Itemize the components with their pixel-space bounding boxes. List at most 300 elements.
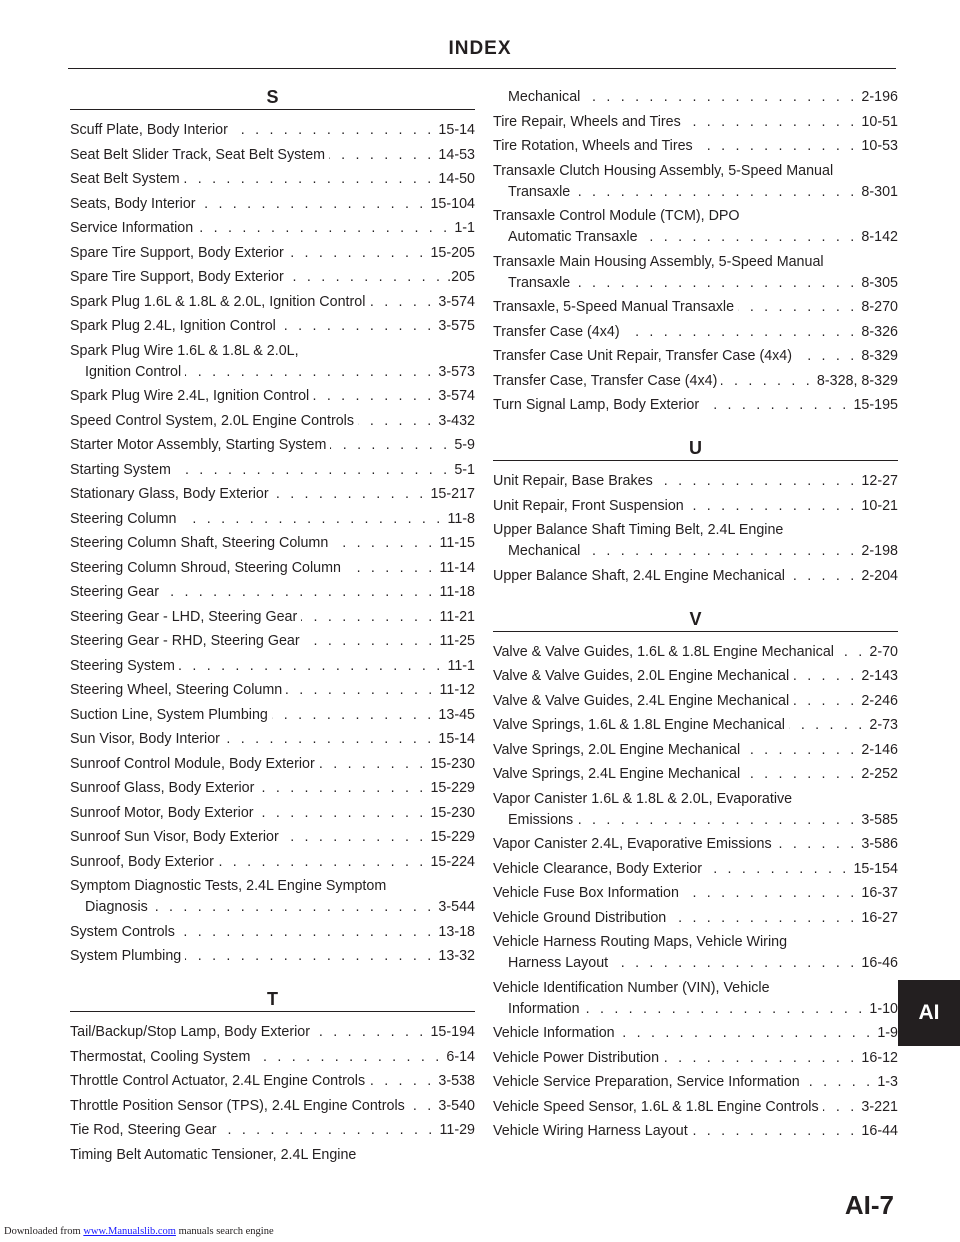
page-reference[interactable]: 1-1 xyxy=(454,220,475,236)
dot-leader xyxy=(721,371,813,392)
index-entry[interactable] xyxy=(493,1121,898,1142)
page-reference[interactable]: 11-8 xyxy=(447,510,475,527)
entry-line xyxy=(493,136,898,157)
entry-line xyxy=(70,1096,475,1117)
section-divider xyxy=(493,631,898,632)
index-entry[interactable] xyxy=(70,922,475,943)
index-entry[interactable] xyxy=(70,705,475,726)
entry-line xyxy=(70,1022,475,1043)
dot-leader xyxy=(838,642,865,663)
dot-leader xyxy=(288,243,427,264)
index-entry[interactable] xyxy=(70,1071,475,1092)
dot-leader xyxy=(683,883,857,904)
page-reference[interactable]: 3-540 xyxy=(438,1097,475,1114)
section-divider xyxy=(70,1011,475,1012)
dot-leader xyxy=(789,715,865,736)
index-entry[interactable] xyxy=(70,435,475,456)
page-reference[interactable]: 2-246 xyxy=(861,692,898,709)
index-entry[interactable] xyxy=(493,371,898,392)
page-reference[interactable]: 10-51 xyxy=(861,113,898,130)
entry-text: Unit Repair, Front Suspension xyxy=(493,497,684,514)
index-entry[interactable] xyxy=(493,112,898,133)
page-reference[interactable]: 3-538 xyxy=(438,1073,475,1089)
entry-line xyxy=(493,496,898,517)
index-entry[interactable] xyxy=(70,876,475,918)
page-reference[interactable]: 11-21 xyxy=(439,608,475,625)
index-entry[interactable] xyxy=(493,1023,898,1044)
page-reference[interactable]: 16-27 xyxy=(861,909,898,926)
page-reference[interactable]: 8-301 xyxy=(861,183,898,200)
dot-leader xyxy=(624,322,858,343)
dot-leader xyxy=(358,411,434,432)
entry-line xyxy=(493,642,898,663)
page-reference[interactable]: 10-53 xyxy=(861,138,898,154)
index-entry[interactable] xyxy=(493,978,898,1020)
entry-line xyxy=(70,411,475,432)
index-entry[interactable] xyxy=(70,460,475,481)
index-entry[interactable] xyxy=(493,136,898,157)
entry-line xyxy=(70,1047,475,1068)
entry-line xyxy=(70,292,475,313)
index-entry[interactable] xyxy=(493,859,898,880)
section-spacer xyxy=(70,967,475,987)
index-entry[interactable] xyxy=(493,252,898,294)
entry-text: Information xyxy=(508,1000,580,1017)
index-entry[interactable] xyxy=(70,267,475,288)
dot-leader xyxy=(179,656,444,677)
entry-line xyxy=(493,541,898,562)
index-entry[interactable] xyxy=(70,778,475,799)
entry-heading-text: Transaxle Clutch Housing Assembly, 5-Speed Manual xyxy=(493,162,834,179)
page-reference[interactable]: 15-205 xyxy=(430,244,475,261)
entry-line xyxy=(70,533,475,554)
page-reference[interactable]: 15-154 xyxy=(853,860,898,877)
section-tab[interactable]: AI xyxy=(898,980,960,1046)
manualslib-link[interactable]: www.Manualslib.com xyxy=(83,1226,176,1237)
entry-line xyxy=(493,908,898,929)
dot-leader xyxy=(738,297,857,318)
dot-leader xyxy=(179,922,435,943)
entry-text: Stationary Glass, Body Exterior xyxy=(70,486,269,502)
page-reference[interactable]: 15-217 xyxy=(430,486,475,502)
dot-leader xyxy=(804,1072,874,1093)
index-entry[interactable] xyxy=(493,1097,898,1118)
index-entry[interactable] xyxy=(493,322,898,343)
entry-text: Steering System xyxy=(70,657,175,674)
page-reference[interactable]: 8-328, 8-329 xyxy=(816,372,898,389)
entry-text: Emissions xyxy=(508,811,574,828)
page-reference[interactable]: 13-45 xyxy=(438,706,475,723)
entry-line xyxy=(70,267,475,288)
index-entry[interactable] xyxy=(70,194,475,215)
entry-heading-text: Vehicle Harness Routing Maps, Vehicle Wiring xyxy=(493,934,788,950)
entry-text: Vehicle Wiring Harness Layout xyxy=(493,1123,688,1139)
page-reference[interactable]: 15-14 xyxy=(438,731,475,747)
entry-heading-text: Upper Balance Shaft Timing Belt, 2.4L Engine xyxy=(493,522,784,538)
index-entry[interactable] xyxy=(70,316,475,337)
index-entry[interactable] xyxy=(70,341,475,383)
dot-leader xyxy=(697,136,858,157)
entry-text: Transaxle xyxy=(508,183,571,200)
index-entry[interactable] xyxy=(70,946,475,967)
entry-line xyxy=(70,145,475,166)
dot-leader xyxy=(197,218,450,239)
index-entry[interactable] xyxy=(493,789,898,831)
index-entry[interactable] xyxy=(493,471,898,492)
dot-leader xyxy=(663,1048,857,1069)
entry-line xyxy=(70,218,475,239)
entry-line xyxy=(493,87,898,108)
entry-text: Starting System xyxy=(70,461,171,478)
index-entry[interactable] xyxy=(70,1047,475,1068)
entry-text: Mechanical xyxy=(508,543,581,559)
entry-text: Steering Column xyxy=(70,510,177,527)
entry-text: Seat Belt System xyxy=(70,171,180,187)
entry-heading-text: Vapor Canister 1.6L & 1.8L & 2.0L, Evaporative xyxy=(493,790,793,807)
page-reference[interactable]: 3-221 xyxy=(861,1098,898,1115)
page-reference[interactable]: 2-143 xyxy=(861,668,898,684)
index-entry[interactable] xyxy=(70,169,475,190)
entry-text: Valve & Valve Guides, 1.6L & 1.8L Engine Mechanical xyxy=(493,643,834,660)
entry-text: Seat Belt Slider Track, Seat Belt System xyxy=(70,146,326,163)
entry-text: Transaxle, 5-Speed Manual Transaxle xyxy=(493,299,735,315)
page-reference[interactable]: 11-18 xyxy=(439,584,475,600)
index-entry[interactable] xyxy=(70,1096,475,1117)
entry-text: Turn Signal Lamp, Body Exterior xyxy=(493,397,700,413)
index-entry[interactable] xyxy=(70,243,475,264)
index-entry[interactable] xyxy=(493,740,898,761)
page-reference[interactable]: 3-432 xyxy=(438,412,475,429)
entry-heading-text: Spark Plug Wire 1.6L & 1.8L & 2.0L, xyxy=(70,342,299,359)
dot-leader xyxy=(220,1120,435,1141)
entry-text: Sunroof Glass, Body Exterior xyxy=(70,780,255,796)
entry-text: Spark Plug Wire 2.4L, Ignition Control xyxy=(70,388,310,404)
dot-leader xyxy=(232,120,435,141)
entry-text: Steering Gear xyxy=(70,584,160,600)
page-reference[interactable]: 1-10 xyxy=(869,1000,898,1017)
entry-text: Vehicle Clearance, Body Exterior xyxy=(493,860,703,877)
index-entry[interactable] xyxy=(70,292,475,313)
entry-text: Ignition Control xyxy=(85,363,182,380)
dot-leader xyxy=(175,460,450,481)
page-reference[interactable]: 1-3 xyxy=(877,1074,898,1090)
index-entry[interactable] xyxy=(70,484,475,505)
page-reference[interactable]: 16-37 xyxy=(861,885,898,901)
index-entry[interactable] xyxy=(70,411,475,432)
dot-leader xyxy=(369,292,434,313)
dot-leader xyxy=(313,386,434,407)
dot-leader xyxy=(793,691,857,712)
entry-text: Unit Repair, Base Brakes xyxy=(493,473,653,489)
page-reference[interactable]: 16-46 xyxy=(861,955,898,971)
page-reference[interactable]: 11-1 xyxy=(447,657,475,674)
entry-line xyxy=(493,1048,898,1069)
entry-text: Tire Rotation, Wheels and Tires xyxy=(493,138,693,154)
entry-text: Scuff Plate, Body Interior xyxy=(70,122,228,138)
index-entry[interactable] xyxy=(70,145,475,166)
dot-leader xyxy=(703,395,849,416)
dot-leader xyxy=(258,778,426,799)
entry-line xyxy=(70,169,475,190)
page-reference[interactable]: 15-230 xyxy=(430,804,475,821)
dot-leader xyxy=(258,803,427,824)
index-entry[interactable] xyxy=(493,206,898,248)
page-reference[interactable]: 15-194 xyxy=(430,1024,475,1040)
header-divider xyxy=(68,68,896,69)
entry-text: Sun Visor, Body Interior xyxy=(70,731,220,747)
page-reference[interactable]: 15-224 xyxy=(430,853,475,870)
page-reference[interactable]: 2-198 xyxy=(861,543,898,559)
entry-text: Transfer Case (4x4) xyxy=(493,323,620,340)
index-entry[interactable] xyxy=(70,1120,475,1141)
entry-line xyxy=(70,243,475,264)
index-entry[interactable] xyxy=(493,642,898,663)
dot-leader xyxy=(288,267,443,288)
entry-line xyxy=(493,883,898,904)
dot-leader xyxy=(304,631,436,652)
dot-leader xyxy=(184,169,435,190)
entry-text: Suction Line, System Plumbing xyxy=(70,706,268,723)
index-entry[interactable] xyxy=(70,218,475,239)
page-reference[interactable]: 8-270 xyxy=(861,299,898,315)
entry-text: Vehicle Speed Sensor, 1.6L & 1.8L Engine Controls xyxy=(493,1098,819,1115)
entry-text: Spare Tire Support, Body Exterior xyxy=(70,269,284,285)
dot-leader xyxy=(823,1097,858,1118)
page-reference[interactable]: 16-12 xyxy=(861,1049,898,1066)
entry-line xyxy=(493,715,898,736)
page-reference[interactable]: 5-9 xyxy=(454,437,475,453)
page-reference[interactable]: 15-104 xyxy=(430,195,475,212)
index-entry[interactable] xyxy=(493,1072,898,1093)
index-entry[interactable] xyxy=(493,932,898,974)
entry-line xyxy=(493,371,898,392)
dot-leader xyxy=(612,953,857,974)
page-reference[interactable]: 2-252 xyxy=(861,766,898,782)
dot-leader xyxy=(409,1096,435,1117)
page-reference[interactable]: 1-9 xyxy=(877,1025,898,1041)
dot-leader xyxy=(744,764,857,785)
page-reference[interactable]: 16-44 xyxy=(861,1123,898,1139)
entry-line xyxy=(493,566,898,587)
entry-line xyxy=(70,607,475,628)
page-reference[interactable]: 8-305 xyxy=(861,274,898,291)
index-entry[interactable] xyxy=(70,852,475,873)
entry-line xyxy=(70,1071,475,1092)
index-entry[interactable] xyxy=(493,496,898,517)
dot-leader xyxy=(163,582,435,603)
index-entry[interactable] xyxy=(70,1145,475,1166)
section-divider xyxy=(493,460,898,461)
entry-text: Spare Tire Support, Body Exterior xyxy=(70,244,284,261)
page-reference[interactable]: 2-204 xyxy=(861,567,898,584)
entry-text: Speed Control System, 2.0L Engine Controls xyxy=(70,412,354,429)
entry-line xyxy=(70,631,475,652)
dot-leader xyxy=(224,729,434,750)
index-entry[interactable] xyxy=(70,1022,475,1043)
index-entry[interactable] xyxy=(493,161,898,203)
entry-line xyxy=(493,346,898,367)
index-entry[interactable] xyxy=(70,607,475,628)
index-entry[interactable] xyxy=(70,729,475,750)
index-entry[interactable] xyxy=(70,656,475,677)
entry-text: Service Information xyxy=(70,220,194,236)
page-reference[interactable]: 11-12 xyxy=(439,682,475,698)
page-reference[interactable]: 2-196 xyxy=(861,89,898,105)
index-entry[interactable] xyxy=(493,883,898,904)
entry-text: Seats, Body Interior xyxy=(70,195,196,212)
dot-leader xyxy=(789,566,857,587)
page-reference[interactable]: 11-15 xyxy=(439,535,475,551)
entry-text: System Plumbing xyxy=(70,948,182,964)
index-entry[interactable] xyxy=(70,754,475,775)
dot-leader xyxy=(574,182,857,203)
entry-line xyxy=(493,112,898,133)
entry-heading-text: Timing Belt Automatic Tensioner, 2.4L Engine xyxy=(70,1146,357,1163)
index-entry[interactable] xyxy=(70,386,475,407)
index-entry[interactable] xyxy=(493,566,898,587)
entry-text: Spark Plug 1.6L & 1.8L & 2.0L, Ignition Control xyxy=(70,293,366,310)
page-reference[interactable]: 15-229 xyxy=(430,829,475,845)
page-reference[interactable]: 2-146 xyxy=(861,741,898,758)
entry-text: Transfer Case Unit Repair, Transfer Case (4x4) xyxy=(493,348,793,364)
entry-text: Thermostat, Cooling System xyxy=(70,1048,251,1065)
index-entry[interactable] xyxy=(70,509,475,530)
index-entry[interactable] xyxy=(493,346,898,367)
entry-text: Valve Springs, 1.6L & 1.8L Engine Mechanical xyxy=(493,717,785,733)
page-reference[interactable]: 2-73 xyxy=(869,717,898,733)
entry-text: Sunroof Control Module, Body Exterior xyxy=(70,755,315,772)
page-reference[interactable]: 6-14 xyxy=(446,1048,475,1065)
index-entry[interactable] xyxy=(70,827,475,848)
entry-line xyxy=(70,558,475,579)
entry-heading-text: Transaxle Main Housing Assembly, 5-Speed Manual xyxy=(493,253,824,270)
entry-line xyxy=(493,273,898,294)
entry-line xyxy=(70,316,475,337)
dot-leader xyxy=(584,87,857,108)
dot-leader xyxy=(793,666,857,687)
entry-text: Vehicle Information xyxy=(493,1025,615,1041)
page-reference[interactable]: 10-21 xyxy=(861,497,898,514)
page-reference[interactable]: 15-230 xyxy=(430,755,475,772)
dot-leader xyxy=(692,1121,858,1142)
entry-heading-text: Vehicle Identification Number (VIN), Vehicle xyxy=(493,979,770,996)
page-reference[interactable]: 13-32 xyxy=(438,948,475,964)
entry-line xyxy=(493,764,898,785)
index-entry[interactable] xyxy=(493,764,898,785)
entry-text: Throttle Control Actuator, 2.4L Engine Controls xyxy=(70,1073,366,1089)
page-reference[interactable]: 8-329 xyxy=(861,348,898,364)
dot-leader xyxy=(319,754,427,775)
page-reference[interactable]: 3-574 xyxy=(438,388,475,404)
page-reference[interactable]: 3-544 xyxy=(438,899,475,915)
index-entry[interactable] xyxy=(493,666,898,687)
page-reference[interactable]: 3-586 xyxy=(861,836,898,852)
page-reference[interactable]: 15-14 xyxy=(438,122,475,138)
entry-text: Steering Gear - LHD, Steering Gear xyxy=(70,608,298,625)
index-entry[interactable] xyxy=(70,680,475,701)
entry-line xyxy=(493,1121,898,1142)
entry-text: Valve & Valve Guides, 2.4L Engine Mechanical xyxy=(493,692,790,709)
index-entry[interactable] xyxy=(493,520,898,562)
entry-text: Steering Gear - RHD, Steering Gear xyxy=(70,633,300,649)
page-reference[interactable]: .205 xyxy=(447,269,475,285)
index-entry[interactable] xyxy=(70,582,475,603)
entry-text: Steering Column Shroud, Steering Column xyxy=(70,559,341,576)
page-reference[interactable]: 8-142 xyxy=(861,229,898,245)
dot-leader xyxy=(706,859,849,880)
entry-line xyxy=(493,1023,898,1044)
entry-line xyxy=(493,182,898,203)
footer-prefix: Downloaded from xyxy=(4,1226,84,1237)
index-entry[interactable] xyxy=(493,691,898,712)
index-entry[interactable] xyxy=(70,631,475,652)
entry-line xyxy=(70,194,475,215)
dot-leader xyxy=(584,541,857,562)
dot-leader xyxy=(670,908,857,929)
index-entry[interactable] xyxy=(493,297,898,318)
page-reference[interactable]: 14-53 xyxy=(438,146,475,163)
index-entry[interactable] xyxy=(493,908,898,929)
entry-text: Tire Repair, Wheels and Tires xyxy=(493,113,681,130)
entry-text: Vehicle Fuse Box Information xyxy=(493,885,679,901)
index-entry[interactable] xyxy=(493,834,898,855)
index-entry[interactable] xyxy=(493,1048,898,1069)
dot-leader xyxy=(200,194,427,215)
entry-text: Mechanical xyxy=(508,89,581,105)
entry-line xyxy=(493,395,898,416)
page-reference[interactable]: 13-18 xyxy=(438,923,475,940)
page-reference[interactable]: 14-50 xyxy=(438,171,475,187)
page-reference[interactable]: 11-14 xyxy=(439,559,475,576)
page-reference[interactable]: 3-585 xyxy=(861,811,898,828)
entry-line xyxy=(493,227,898,248)
page-reference[interactable]: 5-1 xyxy=(454,461,475,478)
page-reference[interactable]: 3-575 xyxy=(438,318,475,334)
entry-line xyxy=(493,297,898,318)
entry-text: Steering Wheel, Steering Column xyxy=(70,682,283,698)
entry-line xyxy=(70,362,475,383)
page-reference[interactable]: 8-326 xyxy=(861,323,898,340)
dot-leader xyxy=(152,897,435,918)
page-reference[interactable]: 2-70 xyxy=(869,643,898,660)
index-entry[interactable] xyxy=(493,715,898,736)
page-reference[interactable]: 3-573 xyxy=(438,363,475,380)
dot-leader xyxy=(796,346,857,367)
entry-line xyxy=(70,803,475,824)
section-divider xyxy=(70,109,475,110)
entry-text: Throttle Position Sensor (TPS), 2.4L Engine Controls xyxy=(70,1097,405,1114)
entry-line xyxy=(493,322,898,343)
entry-line xyxy=(70,852,475,873)
entry-text: Sunroof Sun Visor, Body Exterior xyxy=(70,829,279,845)
index-entry[interactable] xyxy=(493,395,898,416)
dot-leader xyxy=(574,273,857,294)
page-reference[interactable]: 15-195 xyxy=(853,397,898,413)
index-entry[interactable] xyxy=(70,120,475,141)
page-reference[interactable]: 15-229 xyxy=(430,780,475,796)
index-entry[interactable] xyxy=(70,803,475,824)
index-entry[interactable] xyxy=(70,533,475,554)
page-reference[interactable]: 11-25 xyxy=(439,633,475,649)
index-entry[interactable] xyxy=(70,558,475,579)
page-reference[interactable]: 3-574 xyxy=(438,293,475,310)
index-entry[interactable] xyxy=(493,87,898,108)
page-reference[interactable]: 11-29 xyxy=(439,1122,475,1138)
entry-line xyxy=(70,705,475,726)
entry-text: Steering Column Shaft, Steering Column xyxy=(70,535,329,551)
page-reference[interactable]: 12-27 xyxy=(861,473,898,489)
entry-text: Upper Balance Shaft, 2.4L Engine Mechanical xyxy=(493,567,785,584)
